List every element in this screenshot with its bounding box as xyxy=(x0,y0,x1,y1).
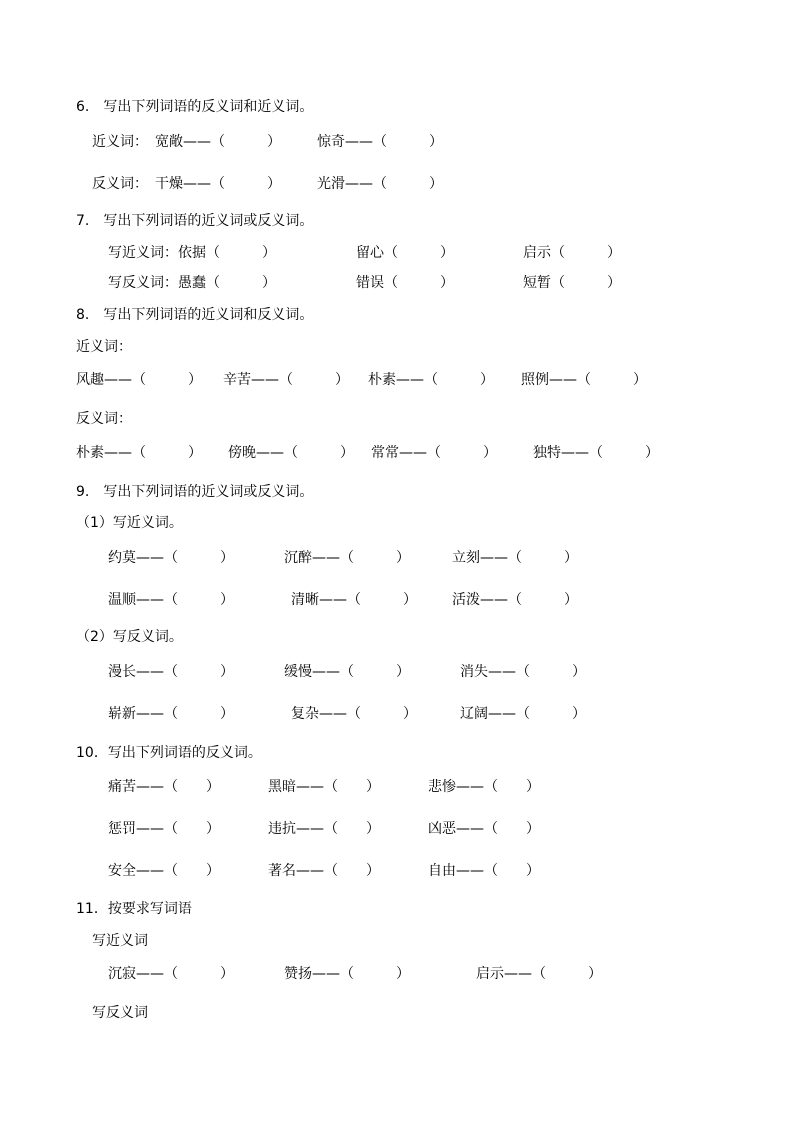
q11-row1-item: 沉寂——（ ） xyxy=(108,966,234,982)
q11-title: 11．按要求写词语 xyxy=(76,901,192,917)
q10-row1-item: 悲惨——（ ） xyxy=(428,779,540,795)
q8-label-synonym: 近义词： xyxy=(76,339,132,355)
q9-row2-item: 活泼——（ ） xyxy=(452,592,578,608)
q9-row4-item: 崭新——（ ） xyxy=(108,706,234,722)
q7-row2-item: 写反义词：愚蠢（ ） xyxy=(108,275,276,291)
q6-row1-item: 惊奇——（ ） xyxy=(317,134,443,150)
q7-row2-item: 短暂（ ） xyxy=(523,275,621,291)
q9-row1-item: 约莫——（ ） xyxy=(108,550,234,566)
q9-sub2: （2）写反义词。 xyxy=(76,629,183,645)
q10-row2-item: 惩罚——（ ） xyxy=(108,821,220,837)
q9-row1-item: 立刻——（ ） xyxy=(452,550,578,566)
q8-row2-item: 傍晚——（ ） xyxy=(228,445,354,461)
q6-title: 6. 写出下列词语的反义词和近义词。 xyxy=(76,99,314,115)
q6-row2-item: 干燥——（ ） xyxy=(155,176,281,192)
q8-row1-item: 照例——（ ） xyxy=(521,372,647,388)
q9-row2-item: 清晰——（ ） xyxy=(291,592,417,608)
q9-row3-item: 漫长——（ ） xyxy=(108,664,234,680)
q6-row1-label: 近义词： xyxy=(92,134,148,150)
q6-row2-label: 反义词： xyxy=(92,176,148,192)
q8-row2-item: 常常——（ ） xyxy=(371,445,497,461)
q9-row4-item: 辽阔——（ ） xyxy=(460,706,586,722)
q9-title: 9. 写出下列词语的近义词或反义词。 xyxy=(76,484,314,500)
q8-row1-item: 朴素——（ ） xyxy=(368,372,494,388)
q11-row1-item: 赞扬——（ ） xyxy=(284,966,410,982)
q7-row2-item: 错误（ ） xyxy=(356,275,454,291)
q11-sub1: 写近义词 xyxy=(92,933,148,949)
q9-row2-item: 温顺——（ ） xyxy=(108,592,234,608)
q10-row2-item: 违抗——（ ） xyxy=(268,821,380,837)
q10-row3-item: 自由——（ ） xyxy=(428,863,540,879)
q8-row1-item: 辛苦——（ ） xyxy=(223,372,349,388)
q10-row3-item: 安全——（ ） xyxy=(108,863,220,879)
q10-row3-item: 著名——（ ） xyxy=(268,863,380,879)
q7-title: 7. 写出下列词语的近义词或反义词。 xyxy=(76,213,314,229)
q7-row1-item: 留心（ ） xyxy=(356,245,454,261)
q8-label-antonym: 反义词： xyxy=(76,411,132,427)
q6-row2-item: 光滑——（ ） xyxy=(317,176,443,192)
q9-row3-item: 消失——（ ） xyxy=(460,664,586,680)
q10-row2-item: 凶恶——（ ） xyxy=(428,821,540,837)
q9-row4-item: 复杂——（ ） xyxy=(291,706,417,722)
q9-row3-item: 缓慢——（ ） xyxy=(284,664,410,680)
q11-row1-item: 启示——（ ） xyxy=(476,966,602,982)
q8-row2-item: 独特——（ ） xyxy=(533,445,659,461)
q10-title: 10．写出下列词语的反义词。 xyxy=(76,745,262,761)
q11-sub2: 写反义词 xyxy=(92,1005,148,1021)
q7-row1-item: 写近义词：依据（ ） xyxy=(108,245,276,261)
q10-row1-item: 痛苦——（ ） xyxy=(108,779,220,795)
q8-title: 8. 写出下列词语的近义词和反义词。 xyxy=(76,307,314,323)
q8-row1-item: 风趣——（ ） xyxy=(76,372,202,388)
q8-row2-item: 朴素——（ ） xyxy=(76,445,202,461)
q10-row1-item: 黑暗——（ ） xyxy=(268,779,380,795)
q9-row1-item: 沉醉——（ ） xyxy=(284,550,410,566)
q9-sub1: （1）写近义词。 xyxy=(76,515,183,531)
q7-row1-item: 启示（ ） xyxy=(523,245,621,261)
q6-row1-item: 宽敞——（ ） xyxy=(155,134,281,150)
